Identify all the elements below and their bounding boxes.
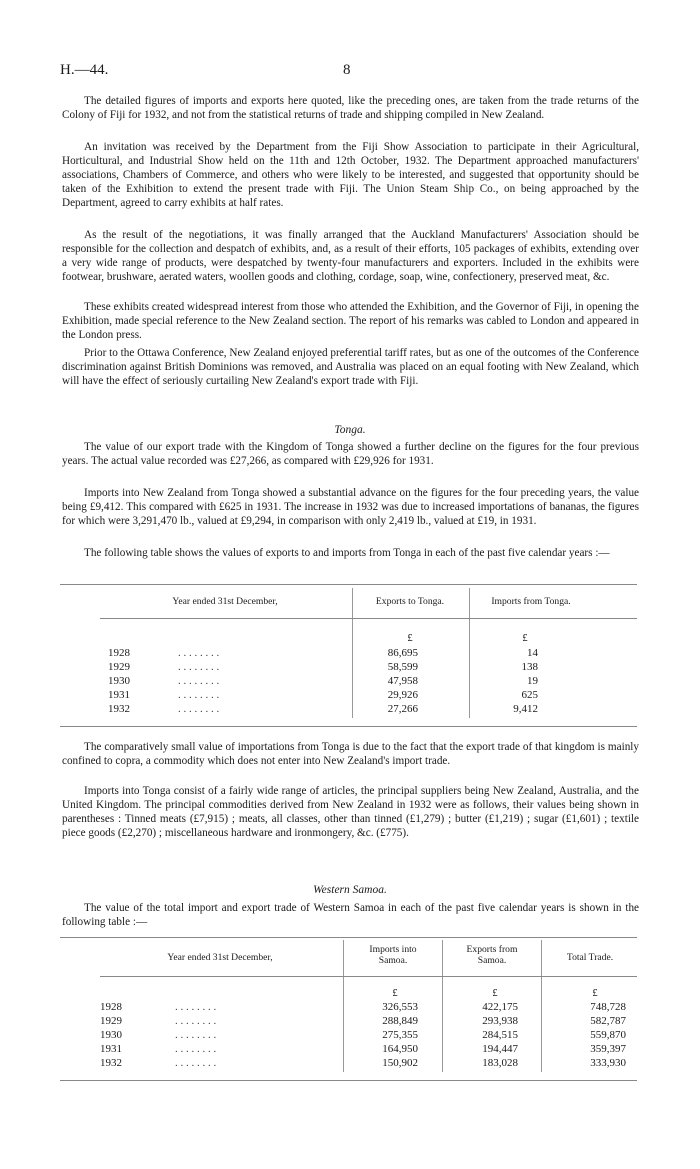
tonga-paragraph-2: Imports into New Zealand from Tonga showed a substantial advance on the figures for the four preceding years, the value being £9,412. This compared with £625 in 1931. The increase in 1932 was due to increased importations of bananas, the figures for which were 3,291,470 lb., valued at £9,294, in comparison with only 2,419 lb., valued at £19, in 1931. [62,487,639,527]
samoa-col-imports: Imports into Samoa. [369,944,417,966]
table-header-rule [100,618,637,619]
document-page: H.—44. 8 The detailed figures of imports and exports here quoted, like the preceding ones, are taken from the trade returns of the Colony of Fiji for 1932, and not from the statistical returns of trade and shipping compiled in New Zealand. An invitation was received by the Department from the Fiji Show Association to participate in their Agricultural, Horticultural, and Industrial Show held on the 11th and 12th October, 1932. The Department approached manufacturers' associations, Chambers of Commerce, and others who were likely to be interested, and suggested that opportunity should be taken of the Exhibition to extend the present trade with Fiji. The Union Steam Ship Co., on being approached by the Department, agreed to carry exhibits at half rates. As the result of the negotiations, it was finally arranged that the Auckland Manufacturers' Association should be responsible for the collection and despatch of exhibits, and, as a result of their efforts, 105 packages of exhibits, extending over a very wide range of products, were despatched by twenty-four manufacturers and exporters. Included in the exhibits were footwear, brushware, aerated waters, woollen goods and clothing, cordage, soap, wine, confectionery, preserved meat, &c. These exhibits created widespread interest from those who attended the Exhibition, and the Governor of Fiji, in opening the Exhibition, made special reference to the New Zealand section. The report of his remarks was cabled to London and appeared in the London press. Prior to the Ottawa Conference, New Zealand enjoyed preferential tariff rates, but as one of the outcomes of the Conference discrimination against British Dominions was removed, and Australia was placed on an equal footing with New Zealand, which will have the effect of seriously curtailing New Zealand's export trade with Fiji. Tonga. The value of our export trade with the Kingdom of Tonga showed a further decline on the figures for the four previous years. The actual value recorded was £27,266, as compared with £29,926 for 1931. Imports into New Zealand from Tonga showed a substantial advance on the figures for the four preceding years, the value being £9,412. This compared with £625 in 1931. The increase in 1932 was due to increased importations of bananas, the figures for which were 3,291,470 lb., valued at £9,294, in comparison with only 2,419 lb., valued at £19, in 1931. The following table shows the values of exports to and imports from Tonga in each of the past five calendar years :— Year ended 31st December, Exports to Tonga. Imports from Tonga. £ £ 1928 . . . . . . . . 86,695 14 1929 . . . . . . . . 58,599 138 1930 . . . . . . . . 47,958 19 1931 . . . . . . . . 29,926 625 1932 . . . . . . . . 27,266 9,412 The comparatively small value of importations from Tonga is due to the fact that the export trade of that kingdom is mainly confined to copra, a commodity which does not enter into New Zealand's import trade. Imports into Tonga consist of a fairly wide range of articles, the principal suppliers being New Zealand, Australia, and the United Kingdom. The principal commodities derived from New Zealand in 1932 were as follows, their values being shown in parentheses : Tinned meats (£7,915) ; meats, all classes, other than tinned (£1,279) ; butter (£1,219) ; sugar (£1,601) ; textile piece goods (£2,270) ; miscellaneous hardware and ironmongery, &c. (£775). Western Samoa. The value of the total import and export trade of Western Samoa in each of the past five calendar years is shown in the following table :— Year ended 31st December, Imports into Samoa. Exports from Samoa. Total Trade. £ £ £ 1928 . . . . . . . . 326,553 422,175 748,728 1929 . . . . . . . . 288,849 293,938 582,787 1930 . . . . . . . . 275,355 284,515 559,870 1931 . . . . . . . . 164,950 194,447 359,397 1932 . . . . . . . . 150,902 183,028 333,930 [0,0,700,1169]
samoa-paragraph: The value of the total import and export trade of Western Samoa in each of the past five calendar years is shown in the following table :— [62,902,639,928]
tonga-paragraph-5: Imports into Tonga consist of a fairly wide range of articles, the principal suppliers being New Zealand, Australia, and the United Kingdom. The principal commodities derived from New Zealand in 1932 were as follows, their values being shown in parentheses : Tinned meats (£7,915) ; meats, all classes, other than tinned (£1,279) ; butter (£1,219) ; sugar (£1,601) ; textile piece goods (£2,270) ; miscellaneous hardware and ironmongery, &c. (£775). [62,785,639,839]
table-bottom-rule [60,1080,637,1081]
samoa-col-year: Year ended 31st December, [167,952,273,963]
tonga-col-year: Year ended 31st December, [172,596,278,607]
document-reference: H.—44. [60,62,109,78]
fiji-paragraph-2: An invitation was received by the Department from the Fiji Show Association to participate in their Agricultural, Horticultural, and Industrial Show held on the 11th and 12th October, 1932. The Department approached manufacturers' associations, Chambers of Commerce, and others who were likely to be interested, and suggested that opportunity should be taken of the Exhibition to extend the present trade with Fiji. The Union Steam Ship Co., on being approached by the Department, agreed to carry exhibits at half rates. [62,141,639,209]
table-top-rule [60,937,637,938]
tonga-col-exports: Exports to Tonga. [375,596,445,607]
tonga-heading: Tonga. [334,424,366,436]
fiji-paragraph-1: The detailed figures of imports and exports here quoted, like the preceding ones, are taken from the trade returns of the Colony of Fiji for 1932, and not from the statistical returns of trade and shipping compiled in New Zealand. [62,95,639,121]
fiji-paragraph-4: These exhibits created widespread interest from those who attended the Exhibition, and the Governor of Fiji, in opening the Exhibition, made special reference to the New Zealand section. The report of his remarks was cabled to London and appeared in the London press. [62,301,639,341]
tonga-col-imports: Imports from Tonga. [491,596,571,607]
fiji-paragraph-5: Prior to the Ottawa Conference, New Zealand enjoyed preferential tariff rates, but as one of the outcomes of the Conference discrimination against British Dominions was removed, and Australia was placed on an equal footing with New Zealand, which will have the effect of seriously curtailing New Zealand's export trade with Fiji. [62,347,639,387]
page-number: 8 [343,62,351,78]
table-bottom-rule [60,726,637,727]
samoa-heading: Western Samoa. [313,884,387,896]
samoa-col-exports: Exports from Samoa. [466,944,518,966]
tonga-paragraph-1: The value of our export trade with the Kingdom of Tonga showed a further decline on the figures for the four previous years. The actual value recorded was £27,266, as compared with £29,926 for 1931. [62,441,639,467]
tonga-paragraph-3: The following table shows the values of exports to and imports from Tonga in each of the past five calendar years :— [84,547,610,559]
table-top-rule [60,584,637,585]
tonga-paragraph-4: The comparatively small value of importations from Tonga is due to the fact that the export trade of that kingdom is mainly confined to copra, a commodity which does not enter into New Zealand's import trade. [62,741,639,767]
table-header-rule [100,976,637,977]
fiji-paragraph-3: As the result of the negotiations, it was finally arranged that the Auckland Manufacturers' Association should be responsible for the collection and despatch of exhibits, and, as a result of their efforts, 105 packages of exhibits, extending over a very wide range of products, were despatched by twenty-four manufacturers and exporters. Included in the exhibits were footwear, brushware, aerated waters, woollen goods and clothing, cordage, soap, wine, confectionery, preserved meat, &c. [62,229,639,283]
samoa-col-total: Total Trade. [566,952,614,963]
